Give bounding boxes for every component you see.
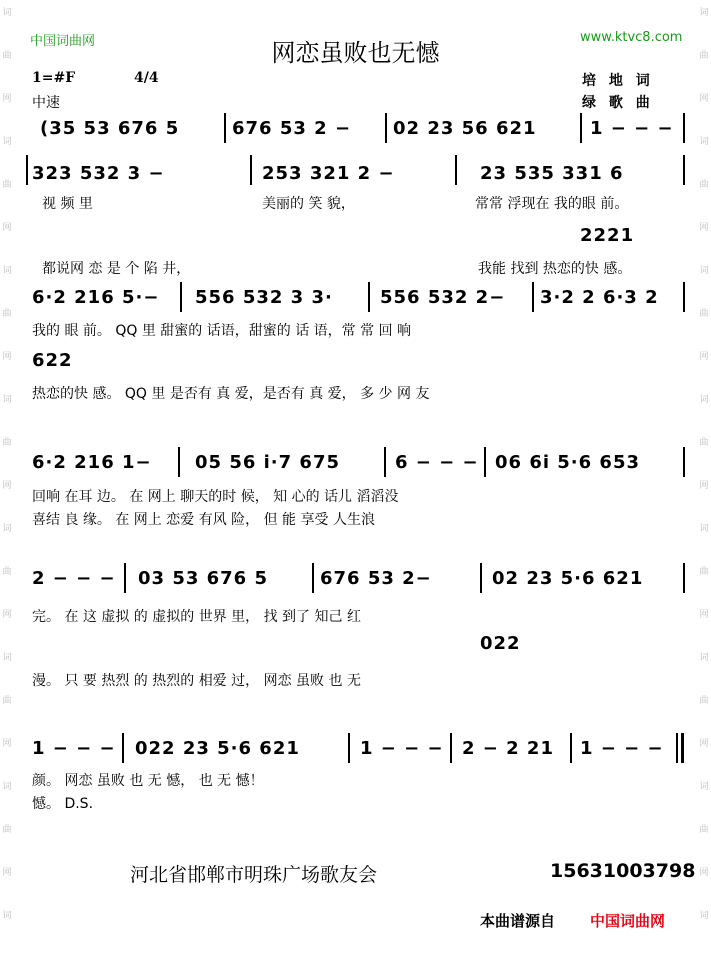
watermark-glyph: 词: [2, 137, 12, 147]
bar-line: [683, 113, 685, 143]
watermark-glyph: 网: [2, 352, 12, 362]
watermark-glyph: 词: [699, 137, 709, 147]
lyric-line: 我的 眼 前。 QQ 里 甜蜜的 话语，甜蜜的 话 语，常 常 回 响: [32, 323, 411, 339]
watermark-glyph: 网: [699, 481, 709, 491]
site-name-left: 中国词曲网: [30, 34, 96, 49]
watermark-glyph: 词: [2, 782, 12, 792]
watermark-glyph: 曲: [699, 309, 709, 319]
watermark-glyph: 曲: [699, 825, 709, 835]
notation-measure-group: 1 − − −: [360, 738, 444, 759]
lyric-line: 我能 找到 热恋的快 感。: [478, 261, 632, 277]
source-site-link[interactable]: 中国词曲网: [590, 912, 666, 930]
right-watermark-column: [697, 0, 711, 958]
lyric-line: 回响 在耳 边。 在 网上 聊天的时 候， 知 心的 话儿 滔滔没: [32, 489, 399, 505]
watermark-glyph: 词: [699, 395, 709, 405]
watermark-glyph: 词: [2, 395, 12, 405]
footer-phone: 15631003798: [550, 860, 696, 882]
notation-measure-group: (35 53 676 5: [40, 118, 180, 139]
watermark-glyph: 词: [2, 524, 12, 534]
key-signature: 1=#F: [32, 70, 76, 86]
bar-line: [683, 563, 685, 593]
watermark-glyph: 网: [2, 223, 12, 233]
watermark-glyph: 曲: [2, 309, 12, 319]
bar-line: [450, 733, 452, 763]
watermark-glyph: 曲: [2, 567, 12, 577]
bar-line: [580, 113, 582, 143]
notation-measure-group: 06 6i 5·6 653: [495, 452, 641, 473]
watermark-glyph: 词: [699, 266, 709, 276]
watermark-glyph: 曲: [699, 51, 709, 61]
footer-organization: 河北省邯郸市明珠广场歌友会: [130, 864, 378, 886]
bar-line: [368, 282, 370, 312]
watermark-glyph: 网: [699, 223, 709, 233]
bar-line: [484, 447, 486, 477]
notation-measure-group: 022 23 5·6 621: [135, 738, 300, 759]
watermark-glyph: 网: [699, 739, 709, 749]
lyric-line: 憾。 D.S.: [32, 796, 94, 812]
watermark-glyph: 词: [2, 911, 12, 921]
notation-measure-group: 1 − − −: [590, 118, 674, 139]
alternate-notation: 022: [480, 633, 521, 654]
bar-line: [224, 113, 226, 143]
watermark-glyph: 词: [699, 782, 709, 792]
notation-measure-group: 3·2 2 6·3 2: [540, 287, 659, 308]
final-bar: [676, 733, 678, 763]
lyric-line: 视 频 里: [42, 196, 93, 212]
lyric-line: 漫。 只 要 热烈 的 热烈的 相爱 过， 网恋 虽败 也 无: [32, 673, 361, 689]
notation-measure-group: 1 − − −: [580, 738, 664, 759]
notation-measure-group: 253 321 2 −: [262, 163, 395, 184]
lyric-line: 美丽的 笑 貌，: [262, 196, 355, 212]
final-bar-thick: [681, 733, 684, 763]
watermark-glyph: 曲: [699, 696, 709, 706]
watermark-glyph: 曲: [699, 438, 709, 448]
bar-line: [312, 563, 314, 593]
notation-measure-group: 02 23 56 621: [393, 118, 537, 139]
watermark-glyph: 词: [2, 8, 12, 18]
lyric-line: 常常 浮现在 我的眼 前。: [475, 196, 629, 212]
left-watermark-column: [0, 0, 14, 958]
notation-measure-group: 2 − 2 21: [462, 738, 554, 759]
bar-line: [384, 447, 386, 477]
notation-measure-group: 05 56 i·7 675: [195, 452, 341, 473]
bar-line: [178, 447, 180, 477]
watermark-glyph: 曲: [2, 825, 12, 835]
watermark-glyph: 网: [699, 352, 709, 362]
notation-measure-group: 6·2 216 1−: [32, 452, 152, 473]
watermark-glyph: 词: [699, 653, 709, 663]
bar-line: [455, 155, 457, 185]
bar-line: [250, 155, 252, 185]
notation-measure-group: 6 − − −: [395, 452, 479, 473]
lyric-line: 喜结 良 缘。 在 网上 恋爱 有风 险， 但 能 享受 人生浪: [32, 512, 375, 528]
notation-measure-group: 03 53 676 5: [138, 568, 268, 589]
bar-line: [570, 733, 572, 763]
song-title: 网恋虽败也无憾: [271, 39, 440, 67]
bar-line: [480, 563, 482, 593]
watermark-glyph: 曲: [699, 567, 709, 577]
source-label: 本曲谱源自: [480, 912, 556, 930]
alternate-notation: 622: [32, 350, 73, 371]
watermark-glyph: 曲: [2, 51, 12, 61]
watermark-glyph: 曲: [2, 180, 12, 190]
watermark-glyph: 词: [2, 266, 12, 276]
watermark-glyph: 网: [2, 94, 12, 104]
notation-measure-group: 23 535 331 6: [480, 163, 624, 184]
bar-line: [683, 447, 685, 477]
watermark-glyph: 曲: [2, 438, 12, 448]
repeat-start-bar: [26, 155, 28, 185]
watermark-glyph: 词: [699, 8, 709, 18]
tempo-marking: 中速: [32, 95, 60, 111]
watermark-glyph: 曲: [699, 180, 709, 190]
watermark-glyph: 网: [2, 739, 12, 749]
notation-measure-group: 556 532 3 3·: [195, 287, 333, 308]
notation-measure-group: 323 532 3 −: [32, 163, 165, 184]
notation-measure-group: 2 − − −: [32, 568, 116, 589]
watermark-glyph: 词: [699, 911, 709, 921]
watermark-glyph: 网: [699, 610, 709, 620]
notation-measure-group: 1 − − −: [32, 738, 116, 759]
notation-measure-group: 676 53 2−: [320, 568, 432, 589]
watermark-glyph: 网: [2, 610, 12, 620]
watermark-glyph: 词: [699, 524, 709, 534]
lyric-line: 都说网 恋 是 个 陷 井，: [42, 261, 191, 277]
watermark-glyph: 网: [699, 94, 709, 104]
bar-line: [348, 733, 350, 763]
notation-measure-group: 6·2 216 5·−: [32, 287, 160, 308]
watermark-glyph: 网: [2, 481, 12, 491]
site-url-right: www.ktvc8.com: [580, 30, 683, 45]
watermark-glyph: 曲: [2, 696, 12, 706]
lyricist-credit: 培 地 词: [582, 73, 654, 89]
bar-line: [683, 155, 685, 185]
notation-measure-group: 676 53 2 −: [232, 118, 352, 139]
lyric-line: 热恋的快 感。 QQ 里 是否有 真 爱，是否有 真 爱， 多 少 网 友: [32, 386, 430, 402]
lyric-line: 完。 在 这 虚拟 的 虚拟的 世界 里， 找 到了 知己 红: [32, 609, 361, 625]
bar-line: [532, 282, 534, 312]
watermark-glyph: 网: [699, 868, 709, 878]
watermark-glyph: 词: [2, 653, 12, 663]
alternate-notation: 2221: [580, 225, 635, 246]
watermark-glyph: 网: [2, 868, 12, 878]
bar-line: [180, 282, 182, 312]
notation-measure-group: 02 23 5·6 621: [492, 568, 644, 589]
composer-credit: 绿 歌 曲: [582, 95, 654, 111]
lyric-line: 颜。 网恋 虽败 也 无 憾， 也 无 憾！: [32, 773, 264, 789]
bar-line: [124, 563, 126, 593]
bar-line: [683, 282, 685, 312]
time-signature: 4/4: [134, 70, 159, 86]
bar-line: [385, 113, 387, 143]
repeat-end-bar: [122, 733, 124, 763]
notation-measure-group: 556 532 2−: [380, 287, 506, 308]
